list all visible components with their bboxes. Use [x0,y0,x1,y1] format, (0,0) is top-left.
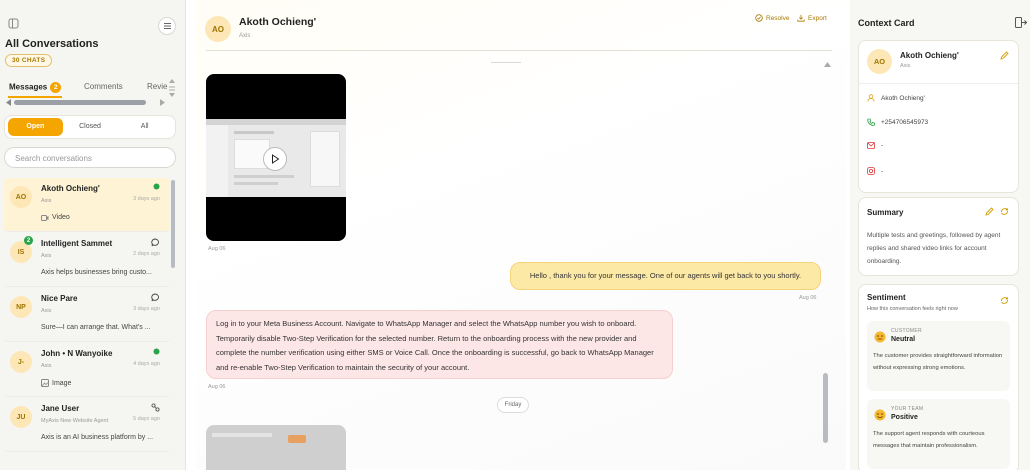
contact-phone-row[interactable] [867,118,928,126]
tab-reviews[interactable]: Revie [147,82,168,91]
chat-bubble-icon [151,238,160,247]
conversation-item[interactable] [4,398,170,452]
avatar: AO [10,186,32,208]
contact-sub: Axis [900,63,911,69]
collapse-panel-icon[interactable] [1015,17,1027,28]
whatsapp-icon [153,348,160,355]
active-tab-underline [8,96,62,98]
export-button[interactable] [797,14,827,22]
filter-all[interactable]: All [140,123,149,130]
contact-instagram: - [881,167,884,175]
preview [41,269,152,276]
timestamp: 4 days ago [133,361,160,367]
image-icon [41,379,49,387]
preview-text: Video [52,214,70,221]
incoming-message: Log in to your Meta Business Account. Navigate to WhatsApp Manager and select the WhatsApp number you wish to onboard. Temporarily disable Two-Step Verification for the selected number. Return to the onboarding process with the new provider and complete the number verification using either SMS or Voice Call. Once the onboarding is successful, go back to WhatsApp Manager and re-enable Two-Step Verification to maintain the security of your account. [206,310,673,379]
load-more-handle[interactable] [491,62,521,63]
contact-sub: MyAxis New Website Agent [41,418,109,424]
summary-title: Summary [867,208,904,217]
tabs-scroll-arrows-icon[interactable] [168,78,176,98]
tabs-horizontal-scrollbar[interactable] [14,100,146,105]
edit-pencil-icon[interactable] [985,207,994,216]
preview-text: Axis is an AI business platform by ... [41,434,154,441]
mail-icon [867,142,875,149]
contact-person: Akoth Ochieng' [881,94,925,102]
day-divider: Friday [497,397,529,413]
list-scrollbar[interactable] [171,180,175,268]
user-icon [867,94,875,102]
smile-face-icon [874,409,886,421]
filter-open[interactable]: Open [8,118,63,136]
chat-count-chip: 30 CHATS [5,54,52,67]
contact-name: John • N Wanyoike [41,349,113,358]
conversation-item[interactable] [4,178,170,232]
preview-text: Axis helps businesses bring custo... [41,269,152,276]
avatar: IS [10,241,32,263]
conversation-item[interactable] [4,343,170,397]
scroll-up-icon[interactable] [824,62,831,67]
preview [41,324,151,331]
instagram-icon [867,167,875,175]
message-timestamp: Aug 06 [208,246,226,252]
message-timestamp: Aug 06 [208,384,226,390]
conversation-item[interactable] [4,233,170,287]
resolve-label: Resolve [766,14,790,22]
customer-sentiment [867,321,1010,391]
sidebar-toggle-icon[interactable] [6,16,20,30]
team-sentiment [867,399,1010,469]
timestamp: 5 days ago [133,416,160,422]
resolve-button[interactable] [755,14,789,22]
sentiment-subtitle: How this conversation feels right now [867,306,958,312]
chat-panel [196,0,846,470]
contact-sub: Axis [41,253,52,259]
sentiment-card [858,284,1019,470]
contact-email-row[interactable] [867,142,883,149]
timestamp: 3 days ago [133,196,160,202]
timestamp: 3 days ago [133,306,160,312]
avatar: J- [10,351,32,373]
summary-card [858,197,1019,276]
download-icon [797,14,805,22]
search-input[interactable]: Search conversations [4,147,176,168]
status-filter [4,115,176,139]
neutral-face-icon [874,331,886,343]
timestamp: 2 days ago [133,251,160,257]
chat-scrollbar[interactable] [823,373,828,443]
customer-label: CUSTOMER [891,328,922,334]
conversation-item[interactable] [4,288,170,342]
video-icon [41,215,49,221]
outgoing-message: Hello , thank you for your message. One of our agents will get back to you shortly. [510,262,821,290]
contact-card [858,40,1019,193]
contact-instagram-row[interactable] [867,167,883,175]
messages-count-badge: 2 [50,82,61,93]
play-icon[interactable] [263,147,287,171]
customer-sentiment-text: The customer provides straightforward information without expressing strong emotions. [873,353,1003,371]
message-timestamp: Aug 06 [799,295,817,301]
summary-text: Multiple tests and greetings, followed by agent replies and shared video links for account onboarding. [867,232,1001,265]
team-sentiment-text: The support agent responds with courteous messages that maintain professionalism. [873,431,985,449]
avatar: JU [10,406,32,428]
chat-contact-sub: Axis [239,33,251,39]
sentiment-title: Sentiment [867,293,906,302]
preview-text: Sure—I can arrange that. What's ... [41,324,151,331]
contact-name: Intelligent Sammet [41,239,113,248]
contact-name: Nice Pare [41,294,78,303]
tab-messages-label: Messages [9,82,48,92]
unread-badge: 2 [24,236,33,245]
contact-name: Akoth Ochieng' [41,184,100,193]
avatar: NP [10,296,32,318]
web-widget-icon [151,403,160,412]
avatar: AO [205,16,231,42]
header-divider [206,50,832,51]
panel-title: All Conversations [5,38,99,50]
chat-contact-name: Akoth Ochieng' [239,16,317,28]
team-sentiment-value: Positive [891,414,918,421]
contact-person-row [867,94,925,102]
preview [41,214,70,221]
chat-bubble-icon [151,293,160,302]
phone-icon [867,118,875,126]
avatar: AO [867,49,892,74]
contact-name: Jane User [41,404,80,413]
scroll-left-icon[interactable] [6,99,12,106]
tab-messages[interactable] [9,82,61,93]
contact-sub: Axis [41,198,52,204]
whatsapp-icon [153,183,160,190]
export-label: Export [808,14,827,22]
preview [41,379,71,387]
contact-sub: Axis [41,308,52,314]
customer-sentiment-value: Neutral [891,336,916,343]
filter-closed[interactable]: Closed [79,123,101,130]
preview [41,434,153,441]
edit-pencil-icon[interactable] [1000,51,1009,60]
tab-comments[interactable]: Comments [84,82,123,91]
refresh-icon[interactable] [1000,207,1009,216]
contact-phone: +254706545973 [881,118,929,126]
image-message[interactable] [206,425,346,470]
menu-icon[interactable] [158,17,176,35]
preview-text: Image [52,379,72,387]
context-title: Context Card [858,18,915,28]
context-panel [850,0,1030,470]
contact-name: Akoth Ochieng' [900,51,959,60]
scroll-right-icon[interactable] [160,99,166,106]
team-label: YOUR TEAM [891,406,924,412]
check-circle-icon [755,14,763,22]
contact-sub: Axis [41,363,52,369]
contact-email: - [881,142,884,149]
video-message[interactable] [206,74,346,241]
refresh-icon[interactable] [1000,296,1009,305]
conversations-panel [0,0,186,470]
